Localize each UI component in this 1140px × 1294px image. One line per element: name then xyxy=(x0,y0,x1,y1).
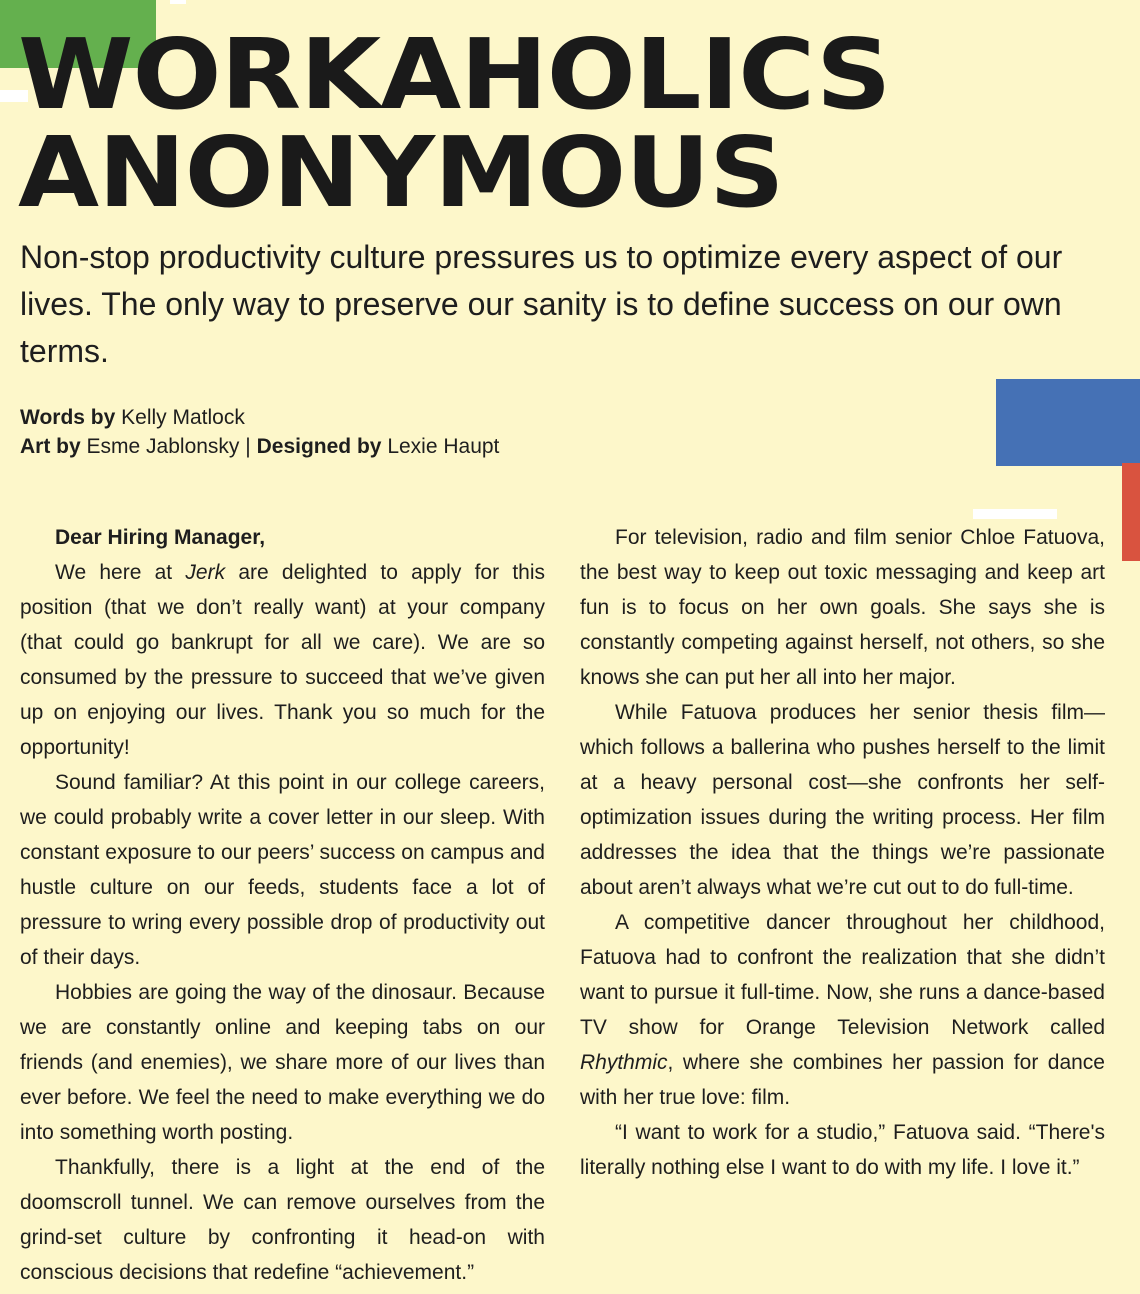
paragraph-text: We here at xyxy=(55,561,186,584)
article-paragraph: “I want to work for a studio,” Fatuova said. “There's literally nothing else I want to do with my life. I love it.” xyxy=(580,1121,1105,1179)
dek: Non-stop productivity culture pressures us to optimize every aspect of our lives. The only way to preserve our sanity is to define success on our own terms. xyxy=(20,239,1063,369)
article-paragraph: While Fatuova produces her senior thesis film—which follows a ballerina who pushes herself to the limit at a heavy personal cost—she confronts her self-optimization issues during the writing process. Her film addresses the idea that the things we’re passionate about aren’t always what we’re cut out to do full-time. xyxy=(580,701,1105,899)
publication-name: Jerk xyxy=(185,561,226,584)
design-name: Lexie Haupt xyxy=(387,435,500,458)
article-column-left xyxy=(20,520,545,1290)
paragraph-text: A competitive dancer throughout her childhood, Fatuova had to confront the realization that she didn’t want to pursue it full-time. Now, she runs a dance-based TV show for Orange Television Network called xyxy=(580,911,1105,1039)
byline xyxy=(20,403,499,461)
words-label: Words by xyxy=(20,406,116,429)
byline-separator: | xyxy=(245,435,251,458)
red-accent-block xyxy=(1122,463,1140,561)
headline-line-1: WORKAHOLICS xyxy=(18,18,891,131)
headline xyxy=(18,18,891,229)
byline-art-design xyxy=(20,432,499,461)
headline-line-2: ANONYMOUS xyxy=(18,116,784,229)
article-paragraph: Hobbies are going the way of the dinosaur. Because we are constantly online and keeping tabs on our friends (and enemies), we share more of our lives than ever before. We feel the need to make everything we do into something worth posting. xyxy=(20,981,545,1144)
article-paragraph: Sound familiar? At this point in our college careers, we could probably write a cover letter in our sleep. With constant exposure to our peers’ success on campus and hustle culture on our feeds, students face a lot of pressure to wring every possible drop of productivity out of their days. xyxy=(20,771,545,969)
art-label: Art by xyxy=(20,435,81,458)
words-name: Kelly Matlock xyxy=(121,406,245,429)
article-paragraph: Thankfully, there is a light at the end of the doomscroll tunnel. We can remove ourselves from the grind-set culture by confronting it head-on with conscious decisions that redefine “achievement.” xyxy=(20,1156,545,1284)
article-paragraph xyxy=(580,905,1105,1115)
article-paragraph xyxy=(20,555,545,765)
white-accent-bar xyxy=(973,509,1057,519)
design-label: Designed by xyxy=(256,435,382,458)
paragraph-text: , where she combines her passion for dance with her true love: film. xyxy=(580,1051,1105,1109)
article-column-right xyxy=(580,520,1105,1185)
paragraph-text: are delighted to apply for this position (that we don’t really want) at your company (that could go bankrupt for all we care). We are so consumed by the pressure to succeed that we’ve given up on enjoying our lives. Thank you so much for the opportunity! xyxy=(20,561,545,759)
article-paragraph: For television, radio and film senior Chloe Fatuova, the best way to keep out toxic messaging and keep art fun is to focus on her own goals. She says she is constantly competing against herself, not others, so she knows she can put her all into her major. xyxy=(580,526,1105,689)
white-accent-bar xyxy=(170,0,186,4)
salutation: Dear Hiring Manager, xyxy=(55,526,266,549)
blue-accent-block xyxy=(996,379,1140,466)
show-name: Rhythmic xyxy=(580,1051,668,1074)
art-name: Esme Jablonsky xyxy=(86,435,240,458)
byline-words xyxy=(20,403,499,432)
